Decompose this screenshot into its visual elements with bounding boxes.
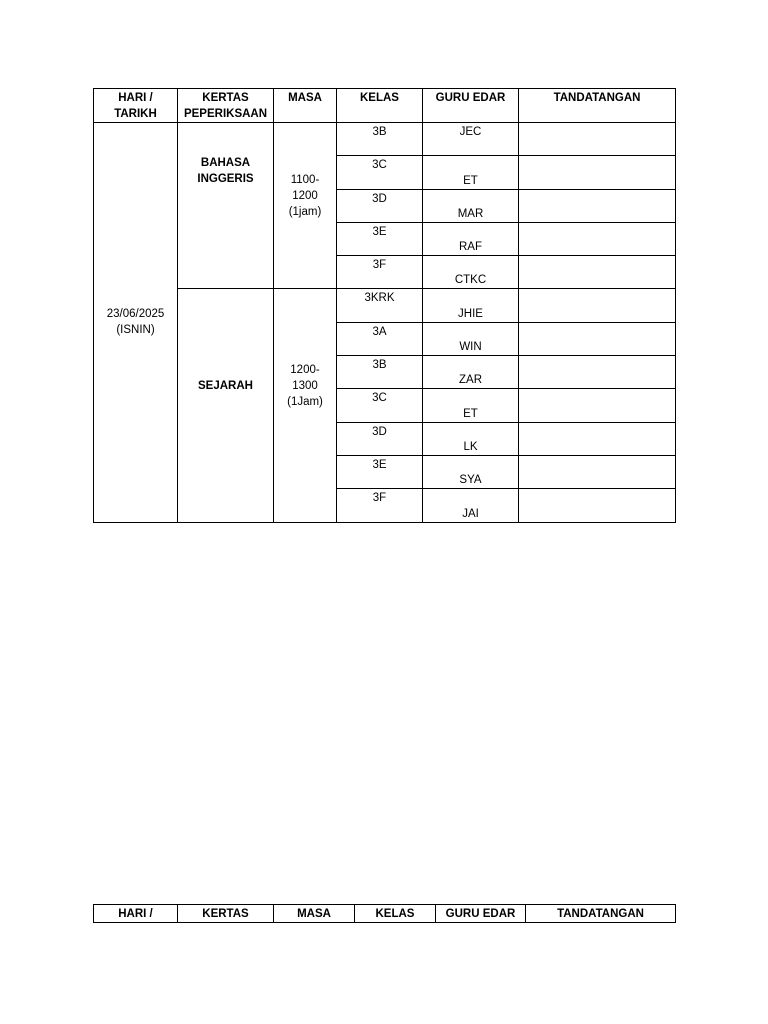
table-header-row bbox=[94, 905, 676, 923]
header-masa: MASA bbox=[274, 905, 355, 923]
kelas-cell: 3D bbox=[337, 422, 423, 455]
signature-cell[interactable] bbox=[519, 256, 676, 289]
guru-cell: SYA bbox=[423, 455, 519, 488]
signature-cell[interactable] bbox=[519, 389, 676, 422]
guru-cell: ZAR bbox=[423, 356, 519, 389]
kelas-cell: 3A bbox=[337, 322, 423, 355]
signature-cell[interactable] bbox=[519, 123, 676, 156]
subject-name: INGGERIS bbox=[197, 172, 254, 185]
table-row bbox=[94, 289, 676, 322]
header-kelas: KELAS bbox=[355, 905, 436, 923]
exam-schedule-table bbox=[93, 88, 676, 523]
kelas-cell: 3F bbox=[337, 256, 423, 289]
table-header-row bbox=[94, 89, 676, 123]
header-tandatangan: TANDATANGAN bbox=[526, 905, 676, 923]
subject-name: BAHASA bbox=[200, 156, 251, 169]
time-duration: (1jam) bbox=[288, 205, 322, 218]
date-cell bbox=[94, 123, 178, 523]
time-start: 1100- bbox=[290, 173, 320, 186]
header-hari: HARI / bbox=[94, 905, 178, 923]
kelas-cell: 3E bbox=[337, 222, 423, 255]
guru-cell: MAR bbox=[423, 189, 519, 222]
guru-cell: LK bbox=[423, 422, 519, 455]
kelas-cell: 3C bbox=[337, 389, 423, 422]
weekday-text: (ISNIN) bbox=[116, 324, 155, 337]
signature-cell[interactable] bbox=[519, 189, 676, 222]
guru-cell: RAF bbox=[423, 222, 519, 255]
header-guru-edar: GURU EDAR bbox=[436, 905, 526, 923]
time-end: 1300 bbox=[292, 379, 318, 392]
kelas-cell: 3KRK bbox=[337, 289, 423, 322]
date-text: 23/06/2025 bbox=[106, 308, 165, 321]
time-duration: (1Jam) bbox=[287, 395, 323, 408]
time-cell-english bbox=[274, 123, 337, 289]
kelas-cell: 3B bbox=[337, 123, 423, 156]
signature-cell[interactable] bbox=[519, 356, 676, 389]
next-page-table-header bbox=[93, 904, 676, 923]
signature-cell[interactable] bbox=[519, 222, 676, 255]
time-start: 1200- bbox=[290, 363, 320, 376]
guru-cell: ET bbox=[423, 389, 519, 422]
header-masa: MASA bbox=[274, 89, 337, 123]
signature-cell[interactable] bbox=[519, 422, 676, 455]
guru-cell: JAI bbox=[423, 489, 519, 522]
header-tandatangan: TANDATANGAN bbox=[519, 89, 676, 123]
header-guru-edar: GURU EDAR bbox=[423, 89, 519, 123]
signature-cell[interactable] bbox=[519, 489, 676, 522]
guru-cell: WIN bbox=[423, 322, 519, 355]
header-hari-tarikh: HARI / TARIKH bbox=[94, 89, 178, 123]
guru-cell: JEC bbox=[423, 123, 519, 156]
time-cell-sejarah bbox=[274, 289, 337, 522]
signature-cell[interactable] bbox=[519, 322, 676, 355]
header-kertas: KERTAS bbox=[178, 905, 274, 923]
signature-cell[interactable] bbox=[519, 156, 676, 189]
header-kelas: KELAS bbox=[337, 89, 423, 123]
subject-cell-sejarah bbox=[178, 289, 274, 522]
guru-cell: CTKC bbox=[423, 256, 519, 289]
signature-cell[interactable] bbox=[519, 289, 676, 322]
subject-name: SEJARAH bbox=[198, 379, 253, 392]
guru-cell: JHIE bbox=[423, 289, 519, 322]
kelas-cell: 3F bbox=[337, 489, 423, 522]
kelas-cell: 3D bbox=[337, 189, 423, 222]
table-row bbox=[94, 123, 676, 156]
signature-cell[interactable] bbox=[519, 455, 676, 488]
kelas-cell: 3E bbox=[337, 455, 423, 488]
header-kertas: KERTAS PEPERIKSAAN bbox=[178, 89, 274, 123]
kelas-cell: 3C bbox=[337, 156, 423, 189]
kelas-cell: 3B bbox=[337, 356, 423, 389]
time-end: 1200 bbox=[292, 189, 318, 202]
guru-cell: ET bbox=[423, 156, 519, 189]
subject-cell-english bbox=[178, 123, 274, 289]
